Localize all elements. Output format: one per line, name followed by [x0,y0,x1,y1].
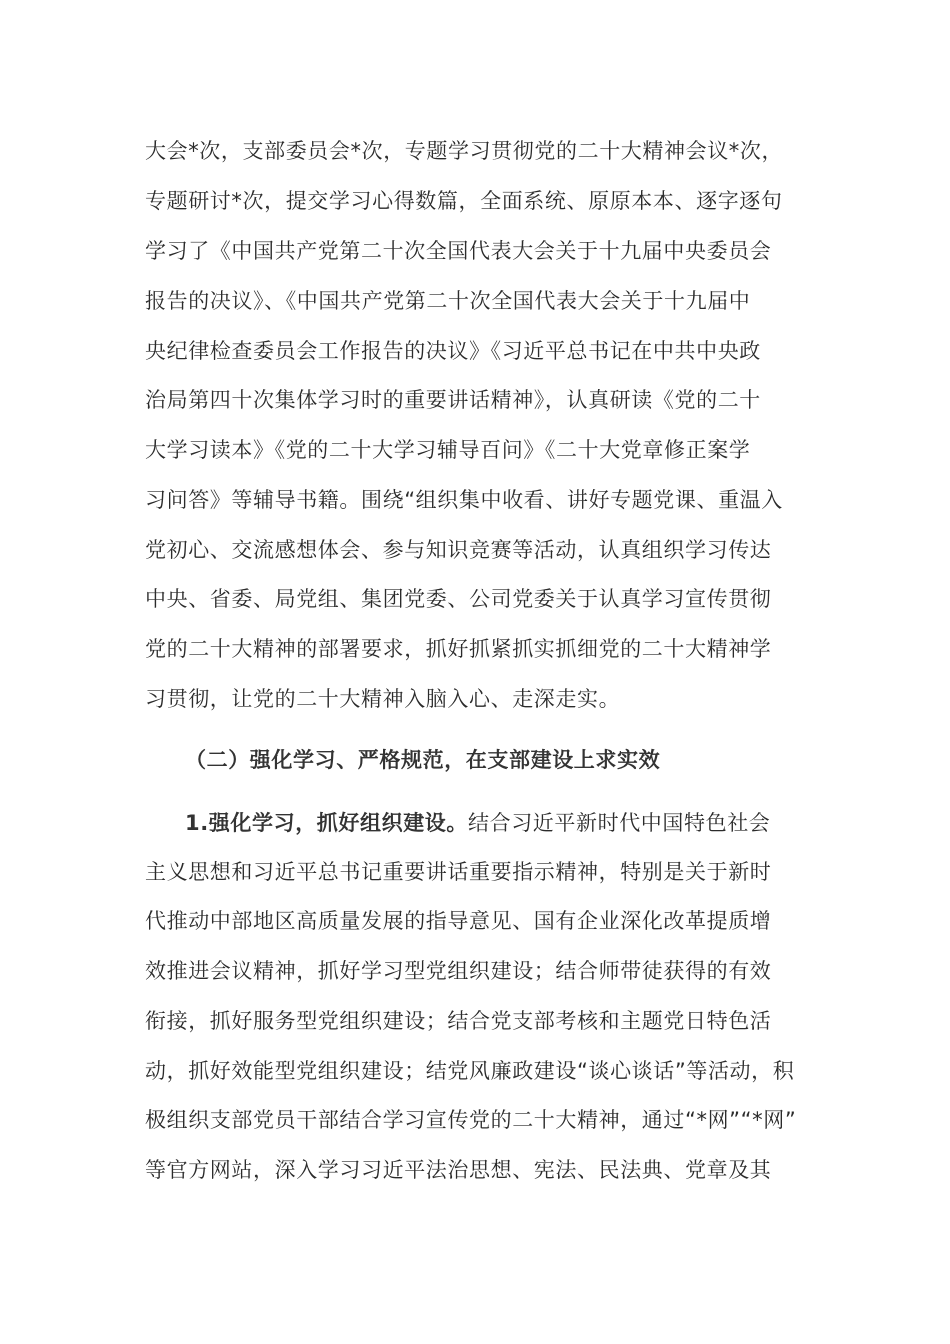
paragraph-line: 极组织支部党员干部结合学习宣传党的二十大精神，通过“*网”“*网” [145,1108,797,1132]
paragraph-line: 代推动中部地区高质量发展的指导意见、国有企业深化改革提质增 [145,909,772,933]
paragraph-line: 治局第四十次集体学习时的重要讲话精神》，认真研读《党的二十 [145,388,761,412]
paragraph-line: 动，抓好效能型党组织建设；结党风廉政建设“谈心谈话”等活动，积 [145,1059,795,1083]
paragraph-line: 衔接，抓好服务型党组织建设；结合党支部考核和主题党日特色活 [145,1009,772,1033]
paragraph-line: 央纪律检查委员会工作报告的决议》《习近平总书记在中共中央政 [145,339,761,363]
paragraph-text: 结合习近平新时代中国特色社会 [468,811,771,835]
paragraph-line: 专题研讨*次，提交学习心得数篇，全面系统、原原本本、逐字逐句 [145,189,783,213]
paragraph-line: 学习了《中国共产党第二十次全国代表大会关于十九届中央委员会 [145,239,772,263]
paragraph-line: 报告的决议》、《中国共产党第二十次全国代表大会关于十九届中 [145,289,751,313]
paragraph-lead-heading: 1.强化学习，抓好组织建设。 [185,811,468,835]
paragraph-line: 习贯彻，让党的二十大精神入脑入心、走深走实。 [145,687,621,711]
paragraph-line: 大学习读本》《党的二十大学习辅导百问》《二十大党章修正案学 [145,438,751,462]
paragraph-line: 中央、省委、局党组、集团党委、公司党委关于认真学习宣传贯彻 [145,587,772,611]
paragraph-line: 等官方网站，深入学习习近平法治思想、宪法、民法典、党章及其 [145,1158,772,1182]
paragraph-line: 习问答》等辅导书籍。围绕“组织集中收看、讲好专题党课、重温入 [145,488,783,512]
paragraph-first-line [185,808,770,838]
paragraph-line: 效推进会议精神，抓好学习型党组织建设；结合师带徒获得的有效 [145,959,772,983]
section-heading: （二）强化学习、严格规范，在支部建设上求实效 [185,748,661,772]
paragraph-line: 大会*次，支部委员会*次，专题学习贯彻党的二十大精神会议*次， [145,139,784,163]
paragraph-line: 党初心、交流感想体会、参与知识竞赛等活动，认真组织学习传达 [145,538,772,562]
paragraph-line: 主义思想和习近平总书记重要讲话重要指示精神，特别是关于新时 [145,860,772,884]
paragraph-line: 党的二十大精神的部署要求，抓好抓紧抓实抓细党的二十大精神学 [145,637,772,661]
